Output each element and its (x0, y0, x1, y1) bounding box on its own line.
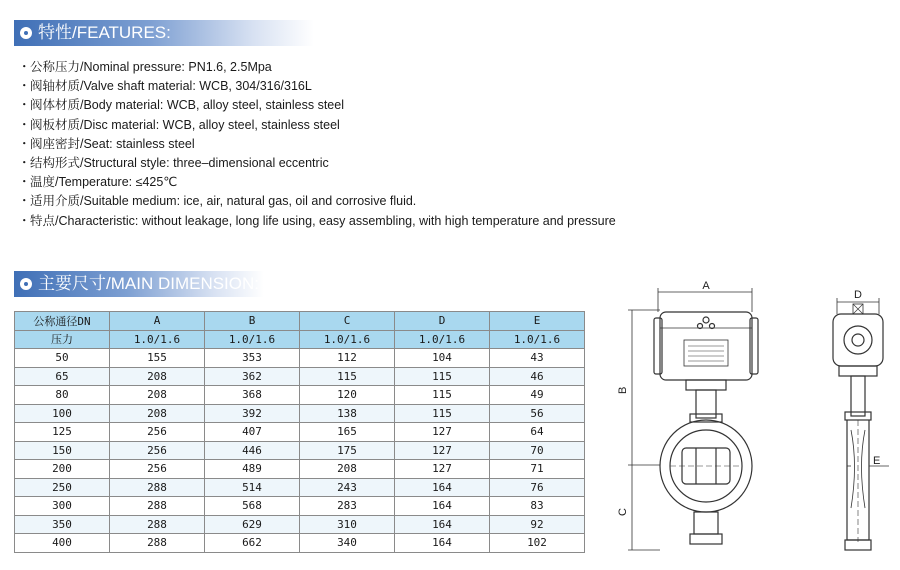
table-cell: 50 (15, 349, 110, 368)
table-cell: 164 (395, 515, 490, 534)
table-cell: 175 (300, 441, 395, 460)
table-cell: 243 (300, 478, 395, 497)
bullet-dot-icon: ・ (18, 194, 31, 209)
table-cell: 392 (205, 404, 300, 423)
bullet-dot-icon: ・ (18, 60, 31, 74)
table-cell: 92 (490, 515, 585, 534)
bullet-dot-icon: ・ (18, 79, 31, 94)
table-cell: 49 (490, 386, 585, 405)
table-row (15, 386, 585, 405)
table-cell: 400 (15, 534, 110, 553)
table-cell: 208 (300, 460, 395, 479)
table-cell: 256 (110, 441, 205, 460)
table-cell: A (110, 312, 205, 331)
table-cell: 138 (300, 404, 395, 423)
table-cell: 165 (300, 423, 395, 442)
table-cell: 283 (300, 497, 395, 516)
table-cell: 164 (395, 478, 490, 497)
table-cell: 629 (205, 515, 300, 534)
feature-item: ・阀轴材质/Valve shaft material: WCB, 304/316/316L (18, 77, 616, 96)
dimension-section-header (14, 271, 264, 297)
dimension-table (14, 311, 585, 553)
table-cell: 64 (490, 423, 585, 442)
bullet-dot-icon: ・ (18, 117, 31, 132)
feature-item: ・特点/Characteristic: without leakage, long life using, easy assembling, with high temperature and pressure (18, 212, 616, 231)
table-cell: 127 (395, 460, 490, 479)
table-cell: 164 (395, 497, 490, 516)
table-cell: 164 (395, 534, 490, 553)
table-row (15, 534, 585, 553)
dimension-label-c: C (617, 508, 629, 516)
table-cell: 446 (205, 441, 300, 460)
table-cell: 300 (15, 497, 110, 516)
table-cell: 46 (490, 367, 585, 386)
table-cell: 56 (490, 404, 585, 423)
feature-item: ・适用介质/Suitable medium: ice, air, natural gas, oil and corrosive fluid. (18, 192, 616, 211)
table-subheader-row (15, 330, 585, 349)
table-cell: B (205, 312, 300, 331)
feature-item: ・阀板材质/Disc material: WCB, alloy steel, stainless steel (18, 116, 616, 135)
valve-front-view-drawing (617, 280, 770, 565)
table-cell: 200 (15, 460, 110, 479)
feature-item: ・阀体材质/Body material: WCB, alloy steel, stainless steel (18, 96, 616, 115)
table-cell: D (395, 312, 490, 331)
dimension-label-e: E (873, 455, 881, 467)
features-section-header (14, 20, 314, 46)
table-cell: 83 (490, 497, 585, 516)
table-cell: 65 (15, 367, 110, 386)
table-cell: 362 (205, 367, 300, 386)
table-cell: 353 (205, 349, 300, 368)
table-cell: 340 (300, 534, 395, 553)
table-cell: 71 (490, 460, 585, 479)
table-cell: 127 (395, 441, 490, 460)
feature-item: ・阀座密封/Seat: stainless steel (18, 135, 616, 154)
table-cell: 115 (395, 386, 490, 405)
table-cell: 76 (490, 478, 585, 497)
table-cell: C (300, 312, 395, 331)
circle-bullet-icon (20, 278, 32, 290)
dimension-label-d: D (854, 289, 862, 301)
circle-bullet-icon (20, 27, 32, 39)
features-title: 特性/FEATURES: (38, 23, 171, 42)
table-cell: E (490, 312, 585, 331)
dimension-label-b: B (617, 386, 629, 394)
table-row (15, 460, 585, 479)
table-cell: 288 (110, 534, 205, 553)
table-cell: 压力 (15, 330, 110, 349)
table-cell: 1.0/1.6 (300, 330, 395, 349)
table-cell: 250 (15, 478, 110, 497)
table-row (15, 497, 585, 516)
table-cell: 125 (15, 423, 110, 442)
table-cell: 288 (110, 478, 205, 497)
table-cell: 208 (110, 404, 205, 423)
table-row (15, 404, 585, 423)
dimension-title: 主要尺寸/MAIN DIMENSION: (38, 274, 260, 293)
table-cell: 150 (15, 441, 110, 460)
table-cell: 1.0/1.6 (490, 330, 585, 349)
table-cell: 115 (395, 367, 490, 386)
bullet-dot-icon: ・ (18, 213, 31, 228)
feature-item: ・温度/Temperature: ≤425℃ (18, 173, 616, 192)
table-row (15, 478, 585, 497)
table-cell: 102 (490, 534, 585, 553)
table-cell: 256 (110, 423, 205, 442)
dimension-label-a: A (702, 280, 710, 292)
table-cell: 80 (15, 386, 110, 405)
table-cell: 112 (300, 349, 395, 368)
table-cell: 127 (395, 423, 490, 442)
table-cell: 120 (300, 386, 395, 405)
table-cell: 568 (205, 497, 300, 516)
table-cell: 288 (110, 515, 205, 534)
table-row (15, 441, 585, 460)
table-cell: 256 (110, 460, 205, 479)
feature-item: ・公称压力/Nominal pressure: PN1.6, 2.5Mpa (18, 58, 616, 77)
table-row (15, 349, 585, 368)
table-cell: 1.0/1.6 (205, 330, 300, 349)
table-cell: 662 (205, 534, 300, 553)
bullet-dot-icon: ・ (18, 175, 31, 190)
bullet-dot-icon: ・ (18, 136, 31, 151)
table-cell: 208 (110, 386, 205, 405)
table-row (15, 515, 585, 534)
table-cell: 288 (110, 497, 205, 516)
table-cell: 407 (205, 423, 300, 442)
table-cell: 310 (300, 515, 395, 534)
table-row (15, 367, 585, 386)
table-cell: 100 (15, 404, 110, 423)
table-cell: 489 (205, 460, 300, 479)
table-cell: 70 (490, 441, 585, 460)
table-cell: 368 (205, 386, 300, 405)
table-cell: 155 (110, 349, 205, 368)
table-cell: 1.0/1.6 (110, 330, 205, 349)
table-cell: 514 (205, 478, 300, 497)
table-cell: 104 (395, 349, 490, 368)
valve-side-view-drawing (815, 280, 895, 565)
table-cell: 350 (15, 515, 110, 534)
table-header-row (15, 312, 585, 331)
table-cell: 115 (395, 404, 490, 423)
table-cell: 43 (490, 349, 585, 368)
bullet-dot-icon: ・ (18, 98, 31, 113)
table-cell: 208 (110, 367, 205, 386)
table-cell: 公称通径DN (15, 312, 110, 331)
table-row (15, 423, 585, 442)
features-list (18, 58, 616, 231)
table-cell: 115 (300, 367, 395, 386)
feature-item: ・结构形式/Structural style: three–dimensional eccentric (18, 154, 616, 173)
table-cell: 1.0/1.6 (395, 330, 490, 349)
bullet-dot-icon: ・ (18, 155, 31, 170)
